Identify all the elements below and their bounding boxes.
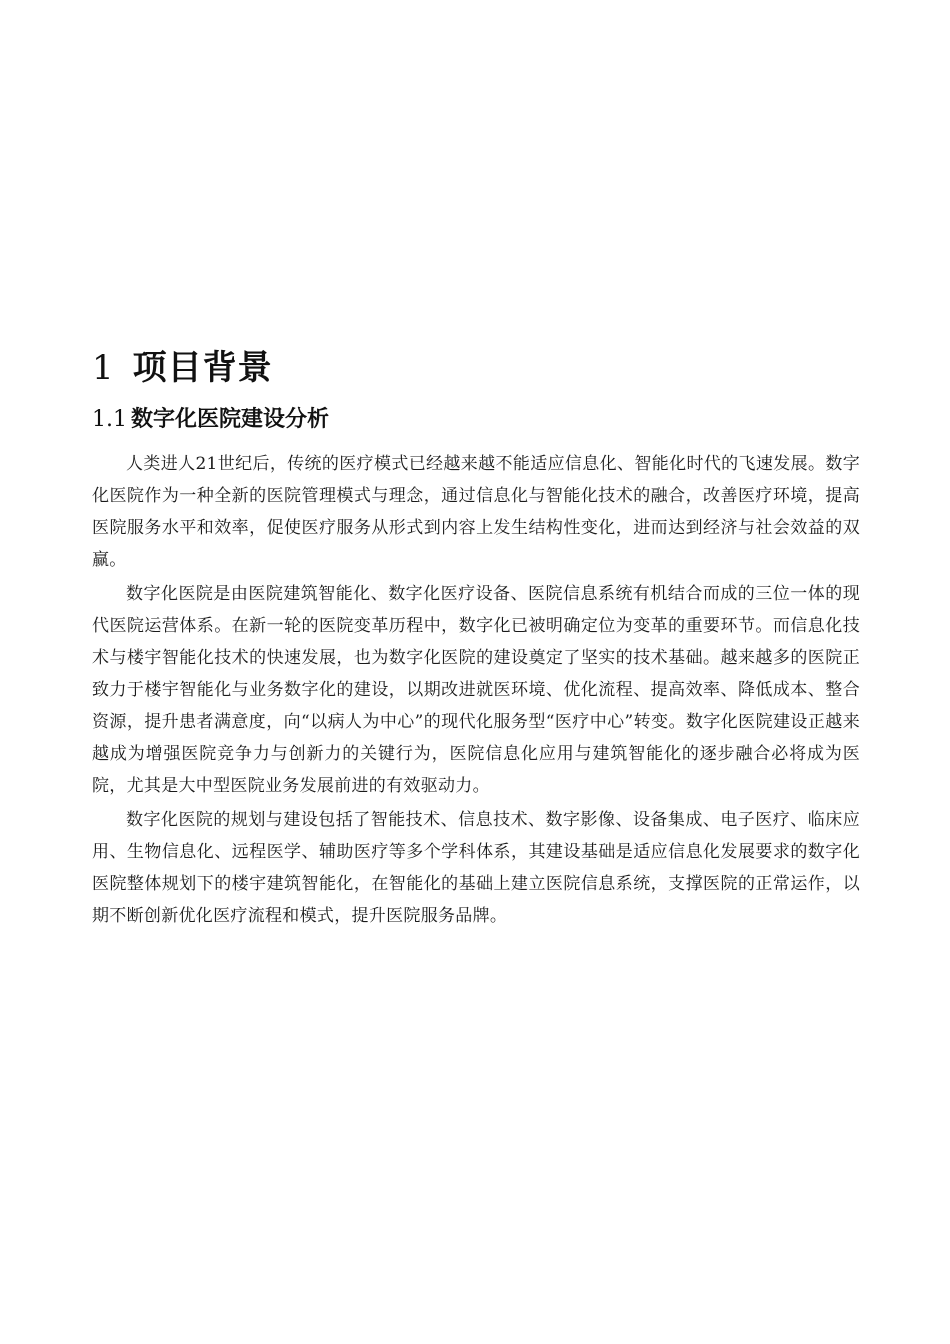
section-number: 1 (92, 348, 115, 388)
subsection-title: 数字化医院建设分析 (131, 407, 330, 432)
subsection-number: 1.1 (92, 407, 127, 432)
body-paragraph-3: 数字化医院的规划与建设包括了智能技术、信息技术、数字影像、设备集成、电子医疗、临床应用、生物信息化、远程医学、辅助医疗等多个学科体系，其建设基础是适应信息化发展要求的数字化医院整体规划下的楼宇建筑智能化，在智能化的基础上建立医院信息系统，支撑医院的正常运作，以期不断创新优化医疗流程和模式，提升医院服务品牌。 (92, 810, 860, 926)
section-heading (92, 340, 860, 396)
subsection-heading (92, 402, 860, 438)
section-title: 项目背景 (132, 348, 273, 388)
body-paragraph-1: 人类进人21世纪后，传统的医疗模式已经越来越不能适应信息化、智能化时代的飞速发展。数字化医院作为一种全新的医院管理模式与理念，通过信息化与智能化技术的融合，改善医疗环境，提高医院服务水平和效率，促使医疗服务从形式到内容上发生结构性变化，进而达到经济与社会效益的双赢。 (92, 454, 860, 570)
document-content (92, 340, 860, 934)
body-paragraph-2: 数字化医院是由医院建筑智能化、数字化医疗设备、医院信息系统有机结合而成的三位一体的现代医院运营体系。在新一轮的医院变革历程中，数字化已被明确定位为变革的重要环节。而信息化技术与楼宇智能化技术的快速发展，也为数字化医院的建设奠定了坚实的技术基础。越来越多的医院正致力于楼宇智能化与业务数字化的建设，以期改进就医环境、优化流程、提高效率、降低成本、整合资源，提升患者满意度，向“以病人为中心”的现代化服务型“医疗中心”转变。数字化医院建设正越来越成为增强医院竞争力与创新力的关键行为，医院信息化应用与建筑智能化的逐步融合必将成为医院，尤其是大中型医院业务发展前进的有效驱动力。 (92, 584, 860, 796)
